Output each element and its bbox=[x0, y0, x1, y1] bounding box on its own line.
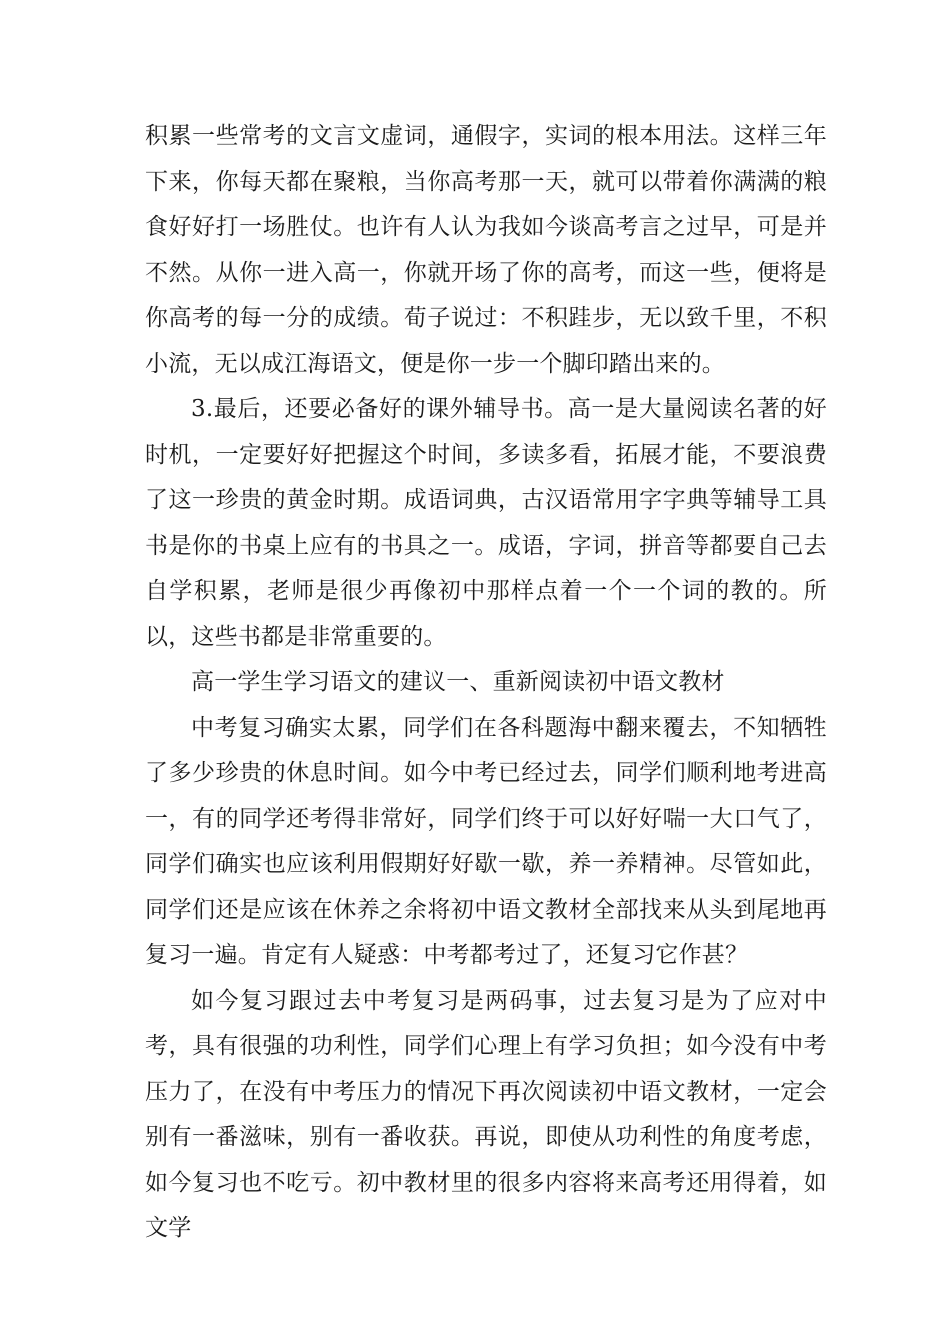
paragraph-review-2: 如今复习跟过去中考复习是两码事，过去复习是为了应对中考，具有很强的功利性，同学们心理上有学习负担；如今没有中考压力了，在没有中考压力的情况下再次阅读初中语文教材，一定会别有一番滋味，别有一番收获。再说，即使从功利性的角度考虑，如今复习也不吃亏。初中教材里的很多内容将来高考还用得着，如文学 bbox=[145, 987, 827, 1241]
paragraph-point-3: 3.最后，还要必备好的课外辅导书。高一是大量阅读名著的好时机，一定要好好把握这个时间，多读多看，拓展才能，不要浪费了这一珍贵的黄金时期。成语词典，古汉语常用字字典等辅导工具书是你的书桌上应有的书具之一。成语，字词，拼音等都要自己去自学积累，老师是很少再像初中那样点着一个一个词的教的。所以，这些书都是非常重要的。 bbox=[145, 396, 827, 650]
paragraph-continuation: 积累一些常考的文言文虚词，通假字，实词的根本用法。这样三年下来，你每天都在聚粮，当你高考那一天，就可以带着你满满的粮食好好打一场胜仗。也许有人认为我如今谈高考言之过早，可是并不然。从你一进入高一，你就开场了你的高考，而这一些，便将是你高考的每一分的成绩。荀子说过：不积跬步，无以致千里，不积小流，无以成江海语文，便是你一步一个脚印踏出来的。 bbox=[145, 123, 827, 377]
section-heading: 高一学生学习语文的建议一、重新阅读初中语文教材 bbox=[191, 669, 725, 695]
document-body bbox=[145, 114, 827, 1252]
paragraph-review-1: 中考复习确实太累，同学们在各科题海中翻来覆去，不知牺牲了多少珍贵的休息时间。如今中考已经过去，同学们顺利地考进高一，有的同学还考得非常好，同学们终于可以好好喘一大口气了，同学们确实也应该利用假期好好歇一歇，养一养精神。尽管如此，同学们还是应该在休养之余将初中语文教材全部找来从头到尾地再复习一遍。肯定有人疑惑：中考都考过了，还复习它作甚？ bbox=[145, 714, 827, 968]
